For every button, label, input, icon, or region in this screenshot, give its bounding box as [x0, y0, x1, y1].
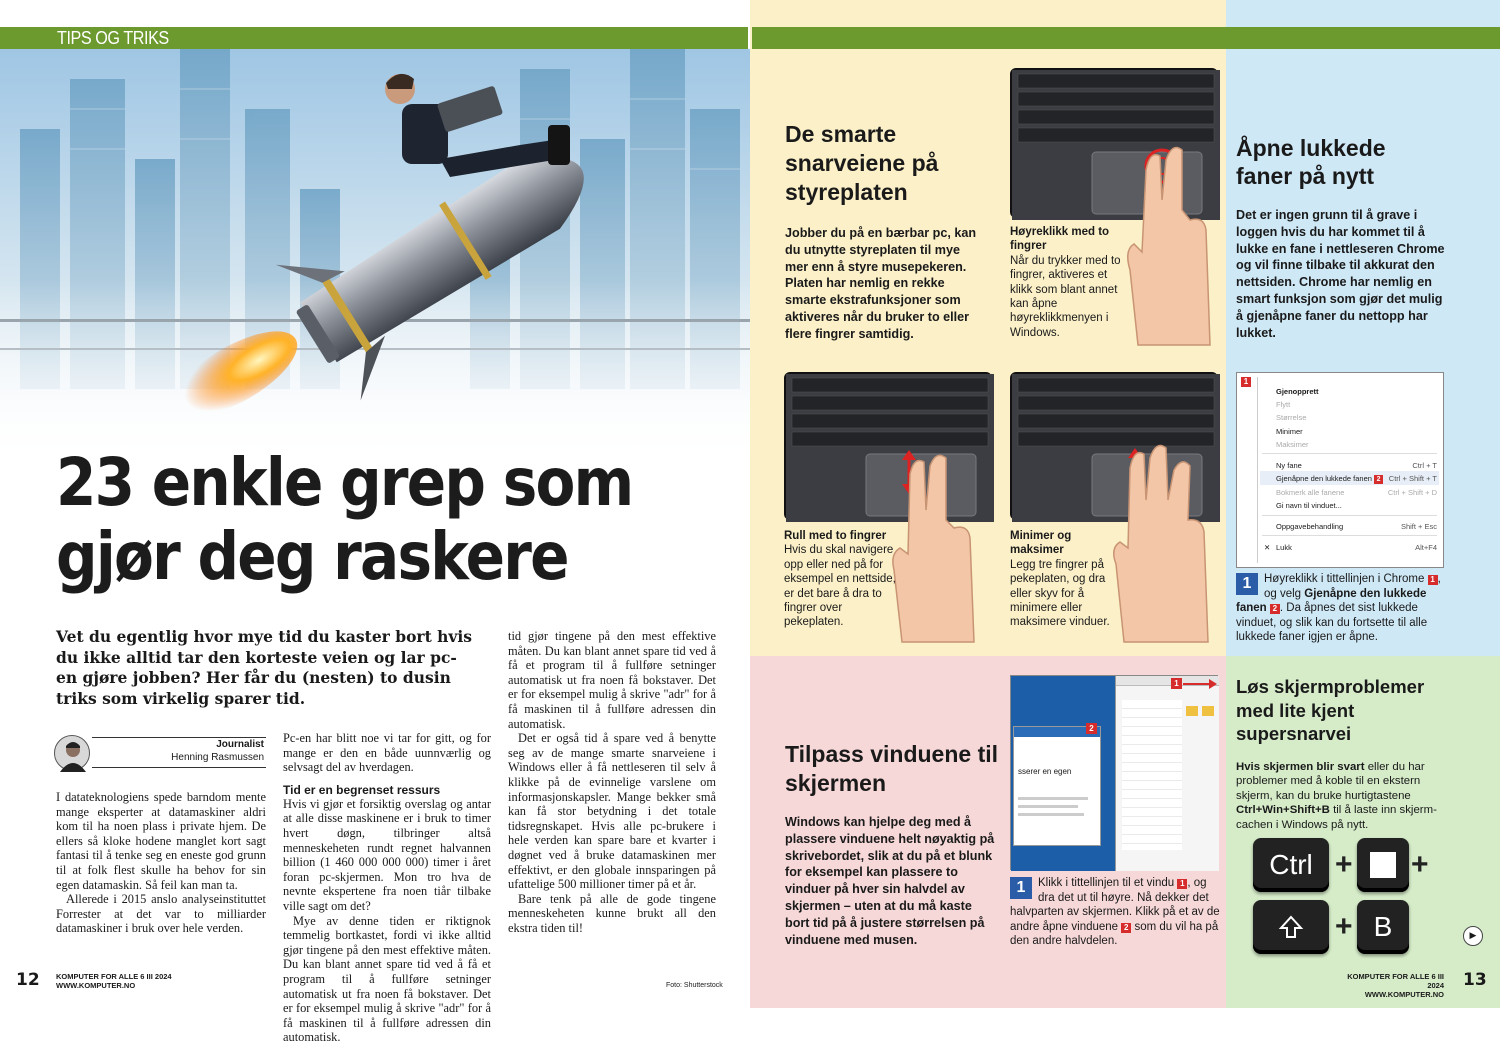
screen-text: sserer en egen — [1018, 767, 1072, 776]
photo-credit: Foto: Shutterstock — [666, 982, 723, 989]
caption-title: Minimer og maksimer — [1010, 530, 1072, 557]
shortcut-text: Ctrl+Win+Shift+B — [1236, 804, 1330, 817]
screen-fix-heading: Løs skjermproblemer med lite kjent supersnarvei — [1236, 676, 1425, 744]
menu-item[interactable]: Maksimer — [1276, 440, 1309, 449]
screen-fix-lead — [1236, 760, 1446, 832]
step-text: som du vil ha på den andre halvdelen. — [1010, 920, 1219, 948]
lead-text: til å laste inn skjerm-cachen i Windows på nytt. — [1236, 804, 1437, 831]
step-text: , og dra det ut til høyre. Nå dekker det halvparten av skjermen. Klikk på et av de andre åpne vinduene — [1010, 877, 1220, 933]
fit-windows-lead: Windows kan hjelpe deg med å plassere vinduene helt nøyaktig på skrivebordet, slik at du på et blunk for eksempel kan plassere to vinduer på hver sin halvdel av skjermen – uten at du må kaste bort tid på å justere størrelsen på vinduene med musen. — [785, 815, 995, 947]
body-paragraph: tid gjør tingene på den mest effektive måten. Du kan blant annet spare tid ved å få et program til å fullføre setninger automatisk ut fra noen få bokstaver. Det er for eksempel mulig å skrive "adr" for å få maskinen til å fullføre adressen din automatisk. — [508, 629, 716, 731]
caption-text: Legg tre fingrer på pekeplaten, og dra eller skyv for å minimere eller maksimere vinduer. — [1010, 558, 1110, 629]
lead-text: eller du har problemer med å koble til en ekstern skjerm, kan du bruke hurtigtastene — [1236, 761, 1425, 802]
reopen-lead: Det er ingen grunn til å grave i loggen hvis du har kommet til å lukke en fane i nettleseren Chrome og vil finne tilbake til akkurat den nettsiden. Chrome har nemlig en smart funksjon som gjør det mulig å gjenåpne faner du nettopp har lukket. — [1236, 208, 1445, 340]
page-number-right: 13 — [1463, 970, 1487, 990]
badge-2: 2 — [1374, 475, 1383, 484]
footer-website: WWW.KOMPUTER.NO — [1364, 990, 1444, 999]
plus-sign: + — [1335, 848, 1353, 881]
footer-magazine: KOMPUTER FOR ALLE 6 III 2024 — [56, 972, 172, 981]
shift-arrow-icon — [1278, 914, 1304, 940]
footer-website: WWW.KOMPUTER.NO — [56, 981, 136, 990]
body-paragraph: Pc-en har blitt noe vi tar for gitt, og for mange er den en både uunnværlig og selvsagt del av hverdagen. — [283, 731, 491, 775]
badge-2: 2 — [1270, 604, 1280, 614]
menu-item[interactable]: Lukk — [1276, 543, 1292, 552]
body-column-3 — [508, 629, 716, 935]
menu-item-label: Gjenåpne den lukkede fanen — [1276, 474, 1372, 483]
chrome-context-menu-screenshot — [1236, 372, 1444, 568]
reopen-heading: Åpne lukkede faner på nytt — [1236, 135, 1386, 189]
fit-windows-step-1 — [1010, 876, 1220, 949]
menu-item[interactable]: Minimer — [1276, 427, 1303, 436]
next-page-icon[interactable]: ▶ — [1463, 926, 1483, 946]
menu-item[interactable]: Oppgavebehandling — [1276, 522, 1344, 531]
menu-shortcut: Shift + Esc — [1400, 522, 1437, 531]
step-text: Høyreklikk i tittellinjen i Chrome — [1264, 573, 1425, 585]
step-text: , og velg — [1264, 573, 1441, 600]
menu-item[interactable]: Gjenopprett — [1276, 387, 1319, 396]
badge-2: 2 — [1086, 723, 1097, 734]
body-column-2 — [283, 731, 491, 1045]
section-bar-right — [752, 27, 1500, 49]
caption-minimize — [1010, 529, 1120, 630]
section-bar-left — [0, 27, 748, 49]
body-paragraph: I datateknologiens spede barndom mente mange eksperter at datamaskiner aldri kom til ha noen plass i private hjem. De ellers så kloke hodene manglet kort sagt fantasi til å tenke seg en eneste god grunn til at folk flest skulle ha behov for sin egen datamaskin. Så feil kan man ta. — [56, 790, 266, 892]
caption-text: Når du trykker med to fingrer, aktiveres et klikk som blant annet kan åpne høyreklikkmenyen i Windows. — [1010, 254, 1121, 339]
menu-item[interactable]: Gi navn til vinduet... — [1276, 501, 1342, 510]
lead-bold: Hvis skjermen blir svart — [1236, 761, 1365, 773]
menu-shortcut: Ctrl + Shift + T — [1388, 474, 1437, 483]
menu-item[interactable]: Bokmerk alle fanene — [1276, 488, 1345, 497]
body-paragraph: Allerede i 2015 anslo analyseinstituttet Forrester at det var to milliarder datamaskiner i bruk over hele verden. — [56, 892, 266, 936]
menu-item[interactable]: Størrelse — [1276, 413, 1307, 422]
author-avatar — [54, 735, 90, 771]
key-ctrl: Ctrl — [1253, 838, 1329, 892]
arrow-right-icon — [1183, 678, 1217, 690]
menu-item-reopen-tab[interactable] — [1276, 474, 1383, 484]
article-intro: Vet du egentlig hvor mye tid du kaster bort hvis du ikke alltid tar den korteste veien og lar pc-en gjøre jobben? Her får du (nesten) to dusin triks som virkelig sparer tid. — [56, 627, 473, 708]
key-shift — [1253, 900, 1329, 954]
caption-rightclick — [1010, 225, 1130, 340]
article-title: 23 enkle grep som gjør deg raskere — [56, 444, 633, 595]
page-number-left: 12 — [16, 970, 40, 990]
reopen-step-1 — [1236, 572, 1446, 645]
badge-1: 1 — [1241, 377, 1251, 387]
menu-shortcut: Ctrl + Shift + D — [1387, 488, 1437, 497]
step-number: 1 — [1236, 573, 1258, 595]
footer-right — [1330, 972, 1444, 999]
menu-item[interactable]: Ny fane — [1276, 461, 1302, 470]
step-bold: Gjenåpne den lukkede fanen — [1236, 587, 1427, 615]
body-paragraph: Det er også tid å spare ved å benytte seg av de mange smarte snarveiene i Windows eller å få nettleseren til selv å klikke på de evinnelige varslene om informasjonskapsler. Mange bekker små kan få stor betydning i det totale tidsregnskapet. Hvis alle pc-brukere i hele verden kan spare bare et kvarter i døgnet ved å bruke datamaskinen mer effektivt, er den globale innsparingen på ufattelige 500 millioner timer på et år. — [508, 731, 716, 892]
close-icon: ✕ — [1264, 543, 1271, 552]
fit-windows-heading: Tilpass vinduene til skjermen — [785, 741, 999, 796]
snap-windows-screenshot — [1010, 675, 1218, 870]
badge-1: 1 — [1171, 678, 1182, 689]
key-windows — [1357, 838, 1409, 892]
badge-1: 1 — [1177, 879, 1187, 889]
touchpad-lead: Jobber du på en bærbar pc, kan du utnytte styreplaten til mye mer enn å styre musepekeren. Platen har nemlig en rekke smarte ekstrafunksjoner som aktiveres når du bruker to eller flere fingrer samtidig. — [785, 226, 977, 341]
badge-1: 1 — [1428, 575, 1438, 585]
plus-sign: + — [1411, 848, 1429, 881]
body-column-1 — [56, 790, 266, 936]
step-text: . Da åpnes det sist lukkede vinduet, og slik kan du fortsette til alle lukkede faner igjen er åpne. — [1236, 602, 1428, 644]
author-name: Henning Rasmussen — [171, 752, 264, 763]
step-text: Klikk i tittellinjen til et vindu — [1038, 877, 1175, 889]
footer-left — [56, 972, 172, 990]
windows-square-icon — [1370, 852, 1396, 878]
key-b: B — [1357, 900, 1409, 954]
menu-item[interactable]: Flytt — [1276, 400, 1291, 409]
body-paragraph: Mye av denne tiden er riktignok temmelig bortkastet, fordi vi ikke alltid gjør tingene på den mest effektive måten. Du kan blant annet spare tid ved å få et program til å fullføre setninger automatisk ut fra noen få bokstaver. Det er for eksempel mulig å skrive "adr" for å få maskinen til å fullføre adressen din automatisk. — [283, 913, 491, 1045]
body-paragraph: Hvis vi gjør et forsiktig overslag og antar at alle disse maskinene er i bruk to timer hvert døgn, tilbringer altså menneskeheten rundt regnet halvannen billion (1 460 000 000 000) timer i året foran pc-skjermen. Mon tro hva de nevnte ekspertene fra noen tiår tilbake ville sagt om det? — [283, 796, 491, 913]
section-label: TIPS OG TRIKS — [57, 28, 169, 48]
caption-scroll — [784, 529, 896, 630]
footer-magazine: KOMPUTER FOR ALLE 6 III 2024 — [1347, 972, 1444, 990]
menu-shortcut: Alt+F4 — [1415, 543, 1437, 552]
step-number: 1 — [1010, 877, 1032, 899]
touchpad-heading: De smarte snarveiene på styreplaten — [785, 121, 939, 205]
body-subheading: Tid er en begrenset ressurs — [283, 782, 441, 797]
body-paragraph: Bare tenk på alle de gode tingene menneskeheten kunne brukt all den ekstra tiden til! — [508, 891, 716, 935]
badge-2: 2 — [1121, 923, 1131, 933]
author-role: Journalist — [216, 739, 264, 750]
caption-title: Rull med to fingrer — [784, 530, 887, 542]
menu-shortcut: Ctrl + T — [1412, 461, 1437, 470]
author-byline — [54, 735, 266, 775]
caption-title: Høyreklikk med to fingrer — [1010, 226, 1110, 253]
hero-illustration — [0, 49, 750, 469]
plus-sign: + — [1335, 910, 1353, 943]
caption-text: Hvis du skal navigere opp eller ned på for eksempel en nettside, er det bare å dra to fingrer over pekeplaten. — [784, 544, 896, 629]
